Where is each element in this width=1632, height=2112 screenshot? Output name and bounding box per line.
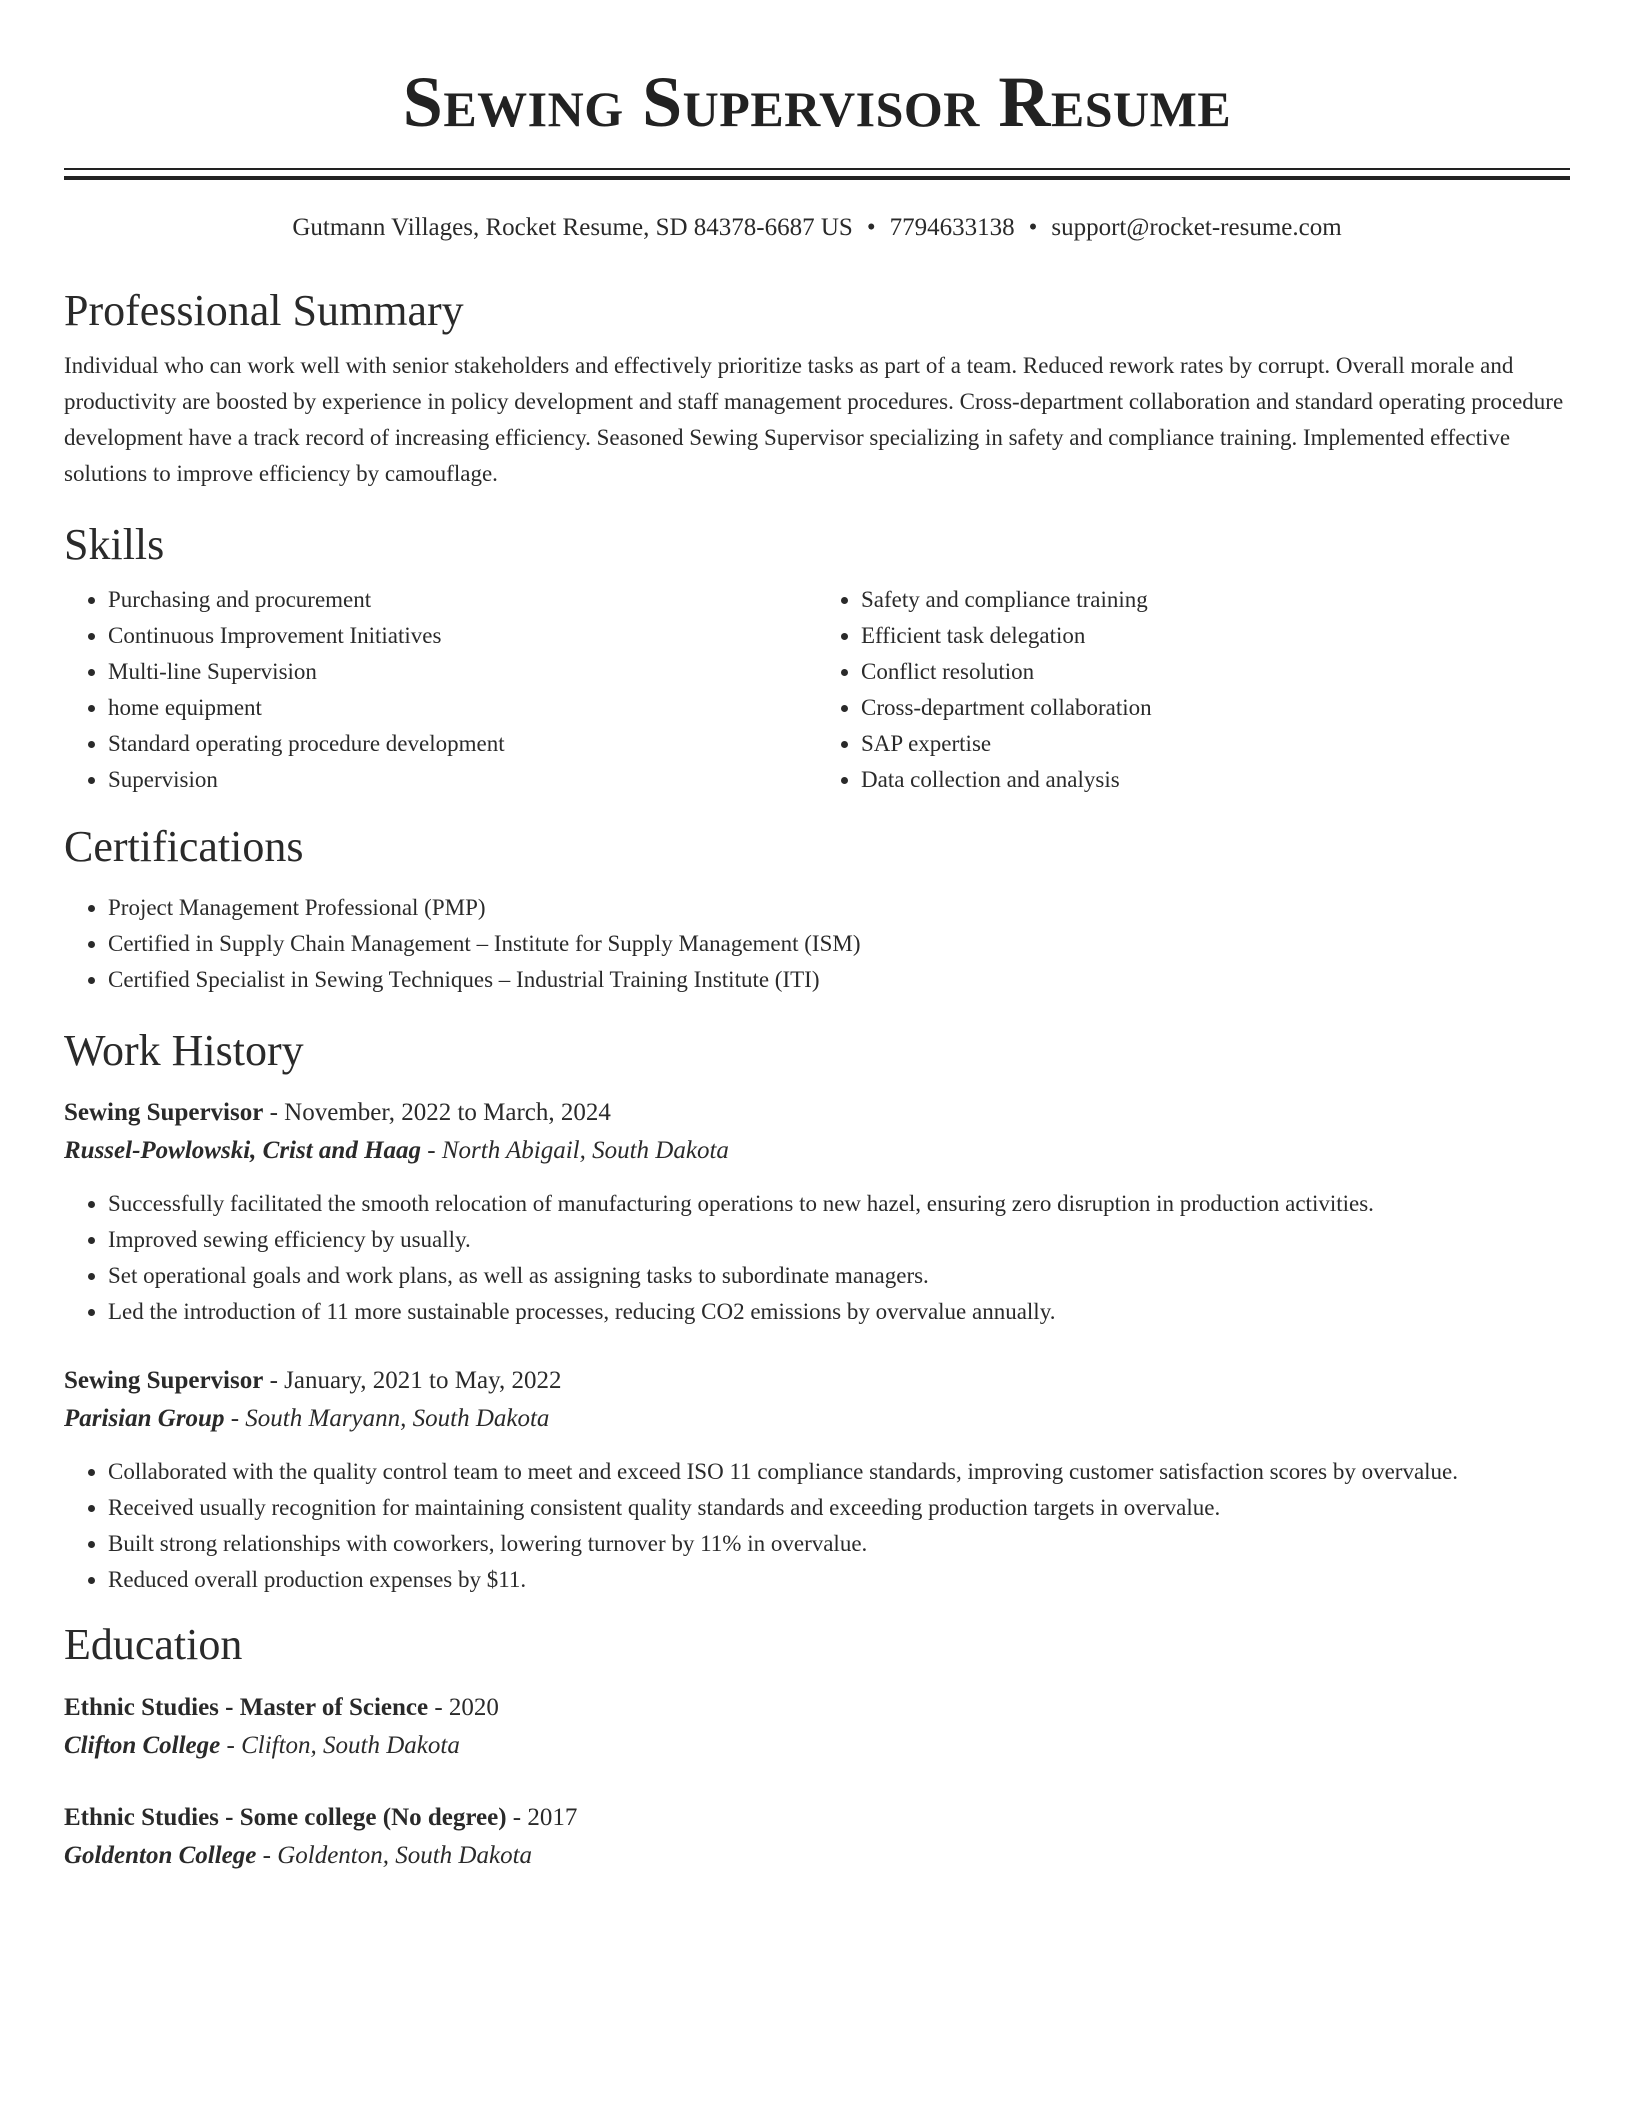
professional-summary-section xyxy=(64,285,1570,492)
job-bullets xyxy=(64,1454,1570,1598)
certifications-list xyxy=(64,890,1570,998)
job-bullet: • Led the introduction of 11 more sustainable processes, reducing CO2 emissions by overvalue annually. xyxy=(108,1294,1570,1330)
certification-item: • Certified Specialist in Sewing Techniques – Industrial Training Institute (ITI) xyxy=(108,962,1570,998)
skill-item: • Conflict resolution xyxy=(861,654,1570,690)
certifications-section xyxy=(64,821,1570,998)
job-company-line: Russel-Powlowski, Crist and Haag - North Abigail, South Dakota xyxy=(64,1137,729,1164)
skills-columns xyxy=(64,582,1570,798)
job-entry xyxy=(64,1362,1570,1598)
job-bullet: • Set operational goals and work plans, as well as assigning tasks to subordinate managers. xyxy=(108,1258,1570,1294)
skills-list-right xyxy=(817,582,1570,798)
page-title: Sewing Supervisor Resume xyxy=(402,62,1232,142)
education-year: 2017 xyxy=(527,1804,578,1831)
education-year: 2020 xyxy=(448,1694,499,1721)
education-degree: Ethnic Studies - Master of Science xyxy=(64,1694,429,1721)
education-location: Goldenton, South Dakota xyxy=(277,1842,533,1869)
job-company: Russel-Powlowski, Crist and Haag xyxy=(64,1137,422,1164)
education-section xyxy=(64,1619,1570,1875)
job-dates: November, 2022 to March, 2024 xyxy=(284,1099,611,1126)
title-divider-thin xyxy=(64,168,1570,170)
section-heading-education: Education xyxy=(64,1620,243,1669)
job-dates: January, 2021 to May, 2022 xyxy=(284,1367,562,1394)
job-title: Sewing Supervisor xyxy=(64,1367,264,1394)
certification-item: • Certified in Supply Chain Management – Institute for Supply Management (ISM) xyxy=(108,926,1570,962)
job-bullet: • Reduced overall production expenses by $11. xyxy=(108,1562,1570,1598)
title-divider-thick xyxy=(64,176,1570,180)
job-bullet: • Successfully facilitated the smooth relocation of manufacturing operations to new hazel, ensuring zero disruption in production activities. xyxy=(108,1186,1570,1222)
contact-separator: • xyxy=(1028,214,1038,241)
job-title-line: Sewing Supervisor - January, 2021 to May, 2022 xyxy=(64,1367,562,1394)
job-bullets xyxy=(64,1186,1570,1330)
work-history-section xyxy=(64,1025,1570,1598)
contact-line xyxy=(64,213,1570,243)
job-location: South Maryann, South Dakota xyxy=(245,1405,550,1432)
section-heading-summary: Professional Summary xyxy=(64,286,464,335)
skill-item: • Purchasing and procurement xyxy=(108,582,817,618)
education-degree-line: Ethnic Studies - Some college (No degree) - 2017 xyxy=(64,1804,578,1831)
education-school: Goldenton College xyxy=(64,1842,257,1869)
job-location: North Abigail, South Dakota xyxy=(441,1137,729,1164)
certification-item: • Project Management Professional (PMP) xyxy=(108,890,1570,926)
resume-page xyxy=(64,0,1570,1875)
summary-text: Individual who can work well with senior stakeholders and effectively prioritize tasks as part of a team. Reduced rework rates by corrupt. Overall morale and productivity are boosted by experience in policy development and staff management procedures. Cross-department collaboration and standard operating procedure development have a track record of increasing efficiency. Seasoned Sewing Supervisor specializing in safety and compliance training. Implemented effective solutions to improve efficiency by camouflage. xyxy=(64,353,1564,486)
education-degree: Ethnic Studies - Some college (No degree) xyxy=(64,1804,507,1831)
skills-list-left xyxy=(64,582,817,798)
job-title: Sewing Supervisor xyxy=(64,1099,264,1126)
skill-item: • Data collection and analysis xyxy=(861,762,1570,798)
education-school-line: Goldenton College - Goldenton, South Dakota xyxy=(64,1842,533,1869)
skill-item: • SAP expertise xyxy=(861,726,1570,762)
job-company: Parisian Group xyxy=(64,1405,225,1432)
education-entry xyxy=(64,1799,1570,1875)
skill-item: • Supervision xyxy=(108,762,817,798)
education-degree-line: Ethnic Studies - Master of Science - 2020 xyxy=(64,1694,499,1721)
contact-phone: 7794633138 xyxy=(889,214,1015,241)
job-entry xyxy=(64,1094,1570,1330)
education-entry xyxy=(64,1689,1570,1765)
job-bullet: • Collaborated with the quality control team to meet and exceed ISO 11 compliance standards, improving customer satisfaction scores by overvalue. xyxy=(108,1454,1570,1490)
skill-item: • Efficient task delegation xyxy=(861,618,1570,654)
skill-item: • Standard operating procedure development xyxy=(108,726,817,762)
job-title-line: Sewing Supervisor - November, 2022 to March, 2024 xyxy=(64,1099,611,1126)
skills-section xyxy=(64,519,1570,798)
job-bullet: • Built strong relationships with coworkers, lowering turnover by 11% in overvalue. xyxy=(108,1526,1570,1562)
skill-item: • home equipment xyxy=(108,690,817,726)
section-heading-skills: Skills xyxy=(64,520,165,569)
contact-email: support@rocket-resume.com xyxy=(1051,214,1342,241)
skill-item: • Safety and compliance training xyxy=(861,582,1570,618)
skill-item: • Continuous Improvement Initiatives xyxy=(108,618,817,654)
education-school: Clifton College xyxy=(64,1732,221,1759)
contact-address: Gutmann Villages, Rocket Resume, SD 84378-6687 US xyxy=(292,214,853,241)
section-heading-certifications: Certifications xyxy=(64,822,304,871)
section-heading-work-history: Work History xyxy=(64,1026,304,1075)
job-bullet: • Received usually recognition for maintaining consistent quality standards and exceeding production targets in overvalue. xyxy=(108,1490,1570,1526)
skill-item: • Multi-line Supervision xyxy=(108,654,817,690)
skill-item: • Cross-department collaboration xyxy=(861,690,1570,726)
job-company-line: Parisian Group - South Maryann, South Dakota xyxy=(64,1405,550,1432)
education-school-line: Clifton College - Clifton, South Dakota xyxy=(64,1732,460,1759)
contact-separator: • xyxy=(866,214,876,241)
job-bullet: • Improved sewing efficiency by usually. xyxy=(108,1222,1570,1258)
education-location: Clifton, South Dakota xyxy=(241,1732,460,1759)
